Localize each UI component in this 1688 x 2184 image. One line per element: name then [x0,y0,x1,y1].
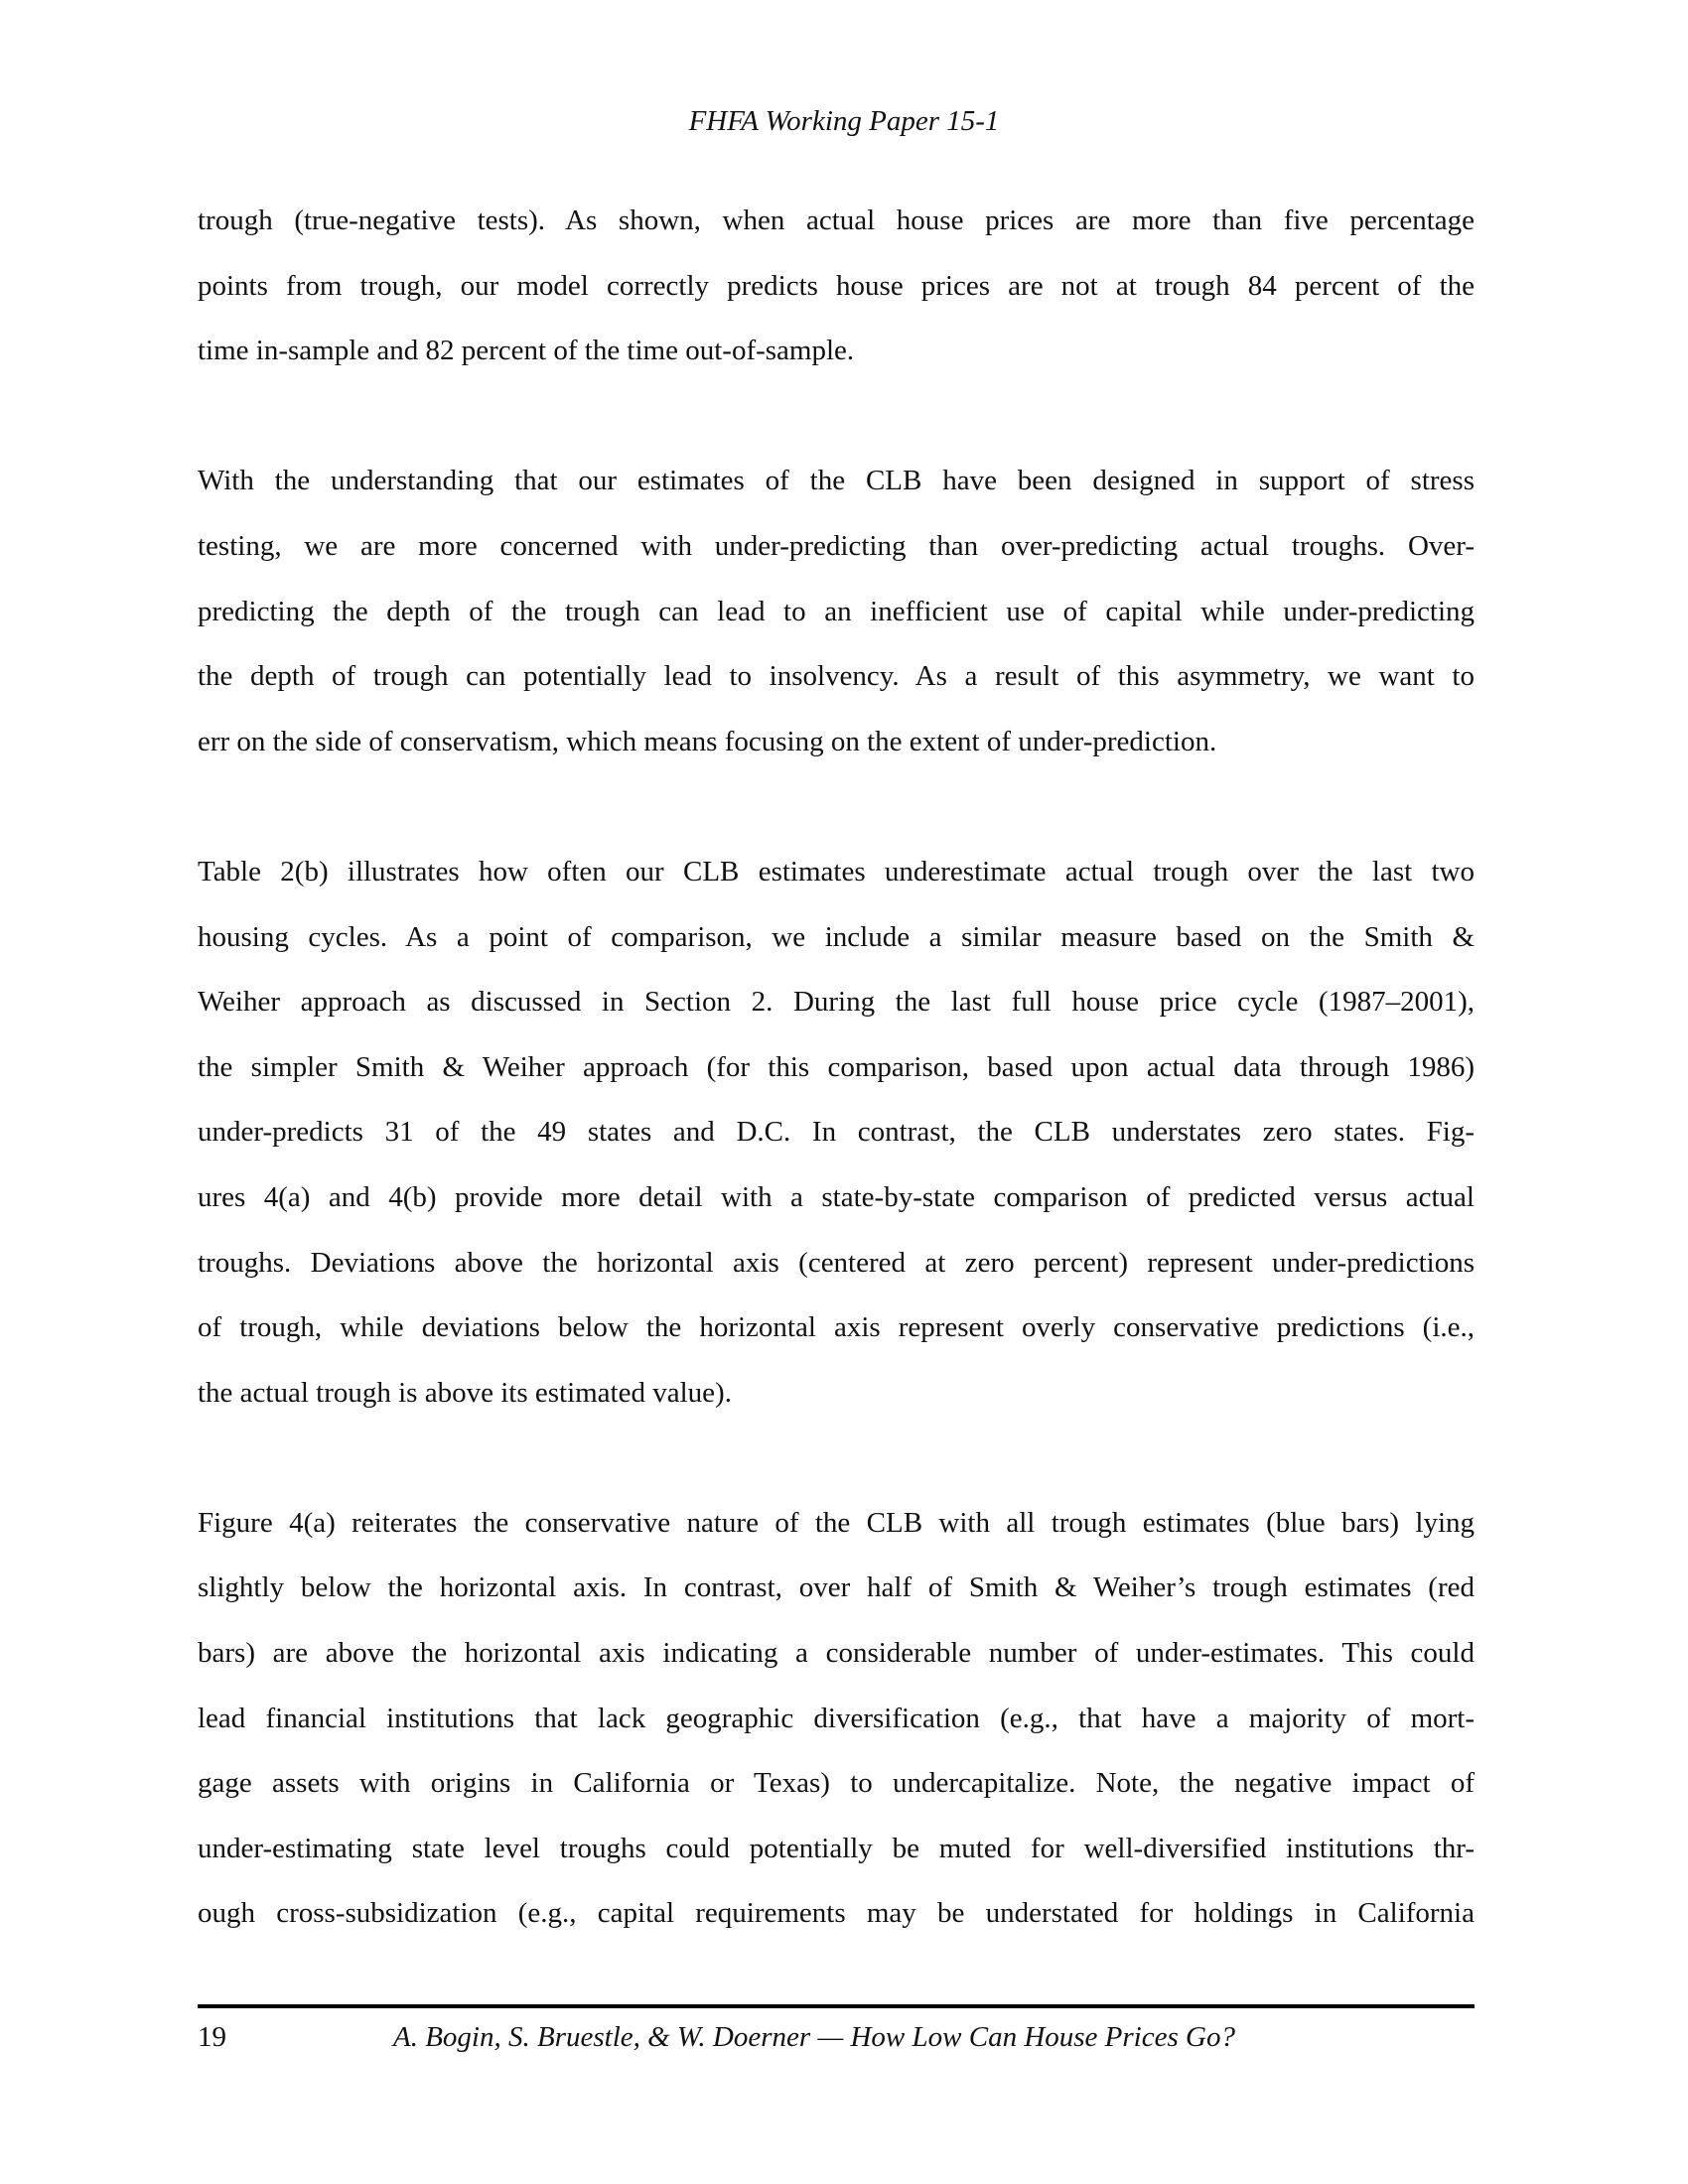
body-text [198,189,1475,1947]
text-line: testing, we are more concerned with under-predicting than over-predicting actual troughs. Over- [198,529,1475,562]
text-line: lead financial institutions that lack geographic diversification (e.g., that have a majority of mort- [198,1702,1475,1734]
text-line: the depth of trough can potentially lead to insolvency. As a result of this asymmetry, we want to [198,660,1475,693]
paragraph [198,1491,1475,1947]
text-line: of trough, while deviations below the horizontal axis represent overly conservative predictions (i.e., [198,1311,1475,1344]
text-line: err on the side of conservatism, which means focusing on the extent of under-prediction. [198,725,1217,757]
paragraph-gap [198,1426,1475,1491]
text-line: under-predicts 31 of the 49 states and D.C. In contrast, the CLB understates zero states. Fig- [198,1116,1475,1149]
text-line: ures 4(a) and 4(b) provide more detail with a state-by-state comparison of predicted versus actual [198,1180,1475,1213]
text-line: Figure 4(a) reiterates the conservative nature of the CLB with all trough estimates (blue bars) lying [198,1506,1475,1539]
paragraph-gap [198,384,1475,450]
text-line: the actual trough is above its estimated value). [198,1376,732,1409]
page-number: 19 [198,2021,226,2053]
text-line: gage assets with origins in California or Texas) to undercapitalize. Note, the negative impact of [198,1767,1475,1800]
text-line: troughs. Deviations above the horizontal axis (centered at zero percent) represent under-predictions [198,1246,1475,1279]
text-line: predicting the depth of the trough can lead to an inefficient use of capital while under-predicting [198,595,1475,627]
paragraph-gap [198,774,1475,840]
paragraph [198,840,1475,1426]
text-line: the simpler Smith & Weiher approach (for this comparison, based upon actual data through 1986) [198,1050,1475,1083]
text-line: ough cross-subsidization (e.g., capital requirements may be understated for holdings in California [198,1897,1475,1930]
text-line: Weiher approach as discussed in Section 2. During the last full house price cycle (1987–2001), [198,986,1475,1019]
running-header: FHFA Working Paper 15-1 [688,105,1000,137]
text-line: With the understanding that our estimates of the CLB have been designed in support of stress [198,465,1475,497]
text-line: trough (true-negative tests). As shown, when actual house prices are more than five percentage [198,205,1475,236]
text-line: Table 2(b) illustrates how often our CLB estimates underestimate actual trough over the last two [198,855,1475,887]
text-line: housing cycles. As a point of comparison, we include a similar measure based on the Smith & [198,920,1475,953]
text-line: time in-sample and 82 percent of the time out-of-sample. [198,335,855,367]
text-line: points from trough, our model correctly predicts house prices are not at trough 84 percent of the [198,269,1475,302]
text-line: slightly below the horizontal axis. In contrast, over half of Smith & Weiher’s trough estimates (red [198,1571,1475,1604]
paragraph [198,449,1475,774]
footer-citation: A. Bogin, S. Bruestle, & W. Doerner — How Low Can House Prices Go? [393,2021,1235,2053]
text-line: bars) are above the horizontal axis indicating a considerable number of under-estimates. This could [198,1637,1475,1670]
text-line: under-estimating state level troughs could potentially be muted for well-diversified institutions thr- [198,1832,1475,1864]
paragraph [198,189,1475,384]
footer-rule [198,2004,1475,2008]
